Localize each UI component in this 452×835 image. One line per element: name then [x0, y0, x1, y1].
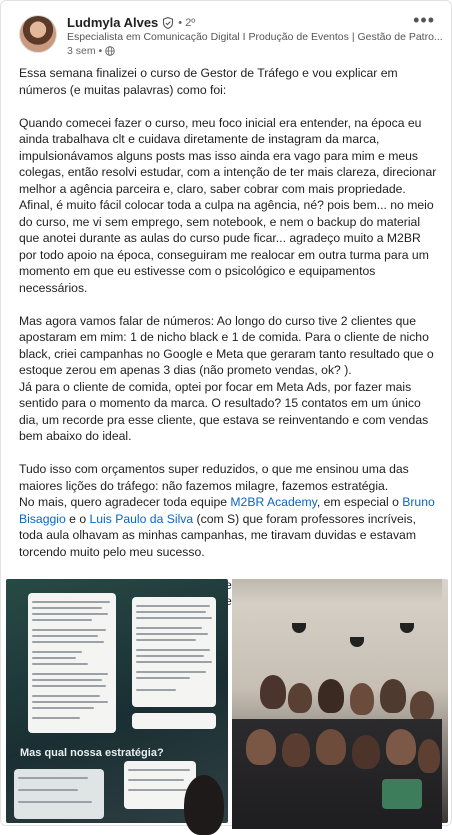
person	[246, 729, 276, 765]
person	[318, 679, 344, 713]
post-text-segment: Tudo isso com orçamentos super reduzidos, o que me ensinou uma das maiores lições do tráfego: não fazemos milagre, fazemos estratégia. No mais, quero agradecer toda equipe	[19, 462, 409, 509]
person	[410, 691, 434, 721]
post-paragraph-thanks	[19, 461, 439, 560]
chat-bubble	[132, 597, 216, 707]
post-paragraph: Essa semana finalizei o curso de Gestor de Tráfego e vou explicar em números (e muitas palavras) como foi:	[19, 66, 398, 97]
person	[352, 735, 380, 769]
post-image-chat-screenshots[interactable]	[6, 579, 228, 823]
post-paragraph: Quando comecei fazer o curso, meu foco inicial era entender, na época eu ainda trabalhava clt e cuidava diretamente de instagram da marca, impulsionávamos alguns posts mas isso ainda era vago para mim e meus colegas, então resolvi estudar, com a intenção de ter mais clareza, direcionar melhor a agência parceira e, claro, saber cobrar com mais propriedade. Afinal, é muito fácil colocar toda a culpa na agência, né? pois bem... no meio do curso, me vi sem emprego, sem notebook, e nem o backup do material que anotei durante as aulas do curso pude ficar... agradeço muito a M2BR por todo apoio na época, conseguiram me realocar em outra turma para um momento em que eu estivesse com o psicológico e equipamentos necessários.	[19, 115, 437, 295]
green-shirt	[382, 779, 422, 809]
image-overlay-text: Mas qual nossa estratégia?	[20, 747, 164, 759]
person	[282, 733, 310, 767]
ceiling	[232, 579, 442, 601]
post-image-group-photo[interactable]	[232, 579, 448, 823]
presenter-figure	[184, 775, 224, 835]
chat-bubble	[14, 769, 104, 819]
avatar[interactable]	[19, 15, 57, 53]
chat-bubble	[132, 713, 216, 729]
mention-bruno-bisaggio[interactable]: Bruno Bisaggio	[19, 495, 435, 526]
person	[380, 679, 406, 713]
ceiling-lamp	[400, 623, 414, 633]
person	[350, 683, 374, 715]
person	[418, 739, 440, 773]
person	[316, 729, 346, 765]
verified-shield-icon	[162, 17, 174, 29]
author-name[interactable]: Ludmyla Alves	[67, 15, 159, 30]
chat-bubble	[28, 593, 116, 733]
ceiling-lamp	[350, 637, 364, 647]
globe-icon	[105, 46, 115, 56]
post-text-segment: (com S) que foram professores incríveis, toda aula olhavam as minhas campanhas, me tiravam duvidas e estavam torcendo muito pelo meu sucesso.	[19, 511, 416, 559]
person	[260, 675, 286, 709]
post-images	[6, 579, 448, 823]
author-headline: Especialista em Comunicação Digital I Produção de Eventos | Gestão de Patro...	[67, 31, 443, 43]
person	[386, 729, 416, 765]
person	[288, 683, 312, 713]
post-paragraph: Mas agora vamos falar de números: Ao longo do curso tive 2 clientes que apostaram em mim: 1 de nicho black e 1 de comida. Para o cliente de nicho black, criei campanhas no Google e Meta que geraram tanto resultado que o estoque zerou em apenas 3 dias (não prometo vendas, ok? ). Já para o cliente de comida, optei por focar em Meta Ads, por fazer mais sentido para o momento da marca. O resultado? 15 contatos em um único dia, um recorde pra esse cliente, que estava se reinventando e com vendas bem abaixo do ideal.	[19, 313, 434, 443]
mention-m2br-academy[interactable]: M2BR Academy	[230, 495, 317, 509]
post-header	[15, 11, 441, 61]
post-time: 3 sem •	[67, 45, 103, 57]
mention-luis-paulo[interactable]: Luis Paulo da Silva	[89, 511, 194, 526]
post-text-segment: e o	[65, 511, 90, 526]
more-options-button[interactable]: •••	[413, 10, 435, 30]
ceiling-lamp	[292, 623, 306, 633]
connection-degree: • 2º	[178, 16, 196, 29]
post-body	[19, 65, 439, 626]
post-meta	[67, 45, 115, 57]
author-name-row	[67, 15, 195, 30]
post-text-segment: , em especial o	[316, 495, 403, 509]
